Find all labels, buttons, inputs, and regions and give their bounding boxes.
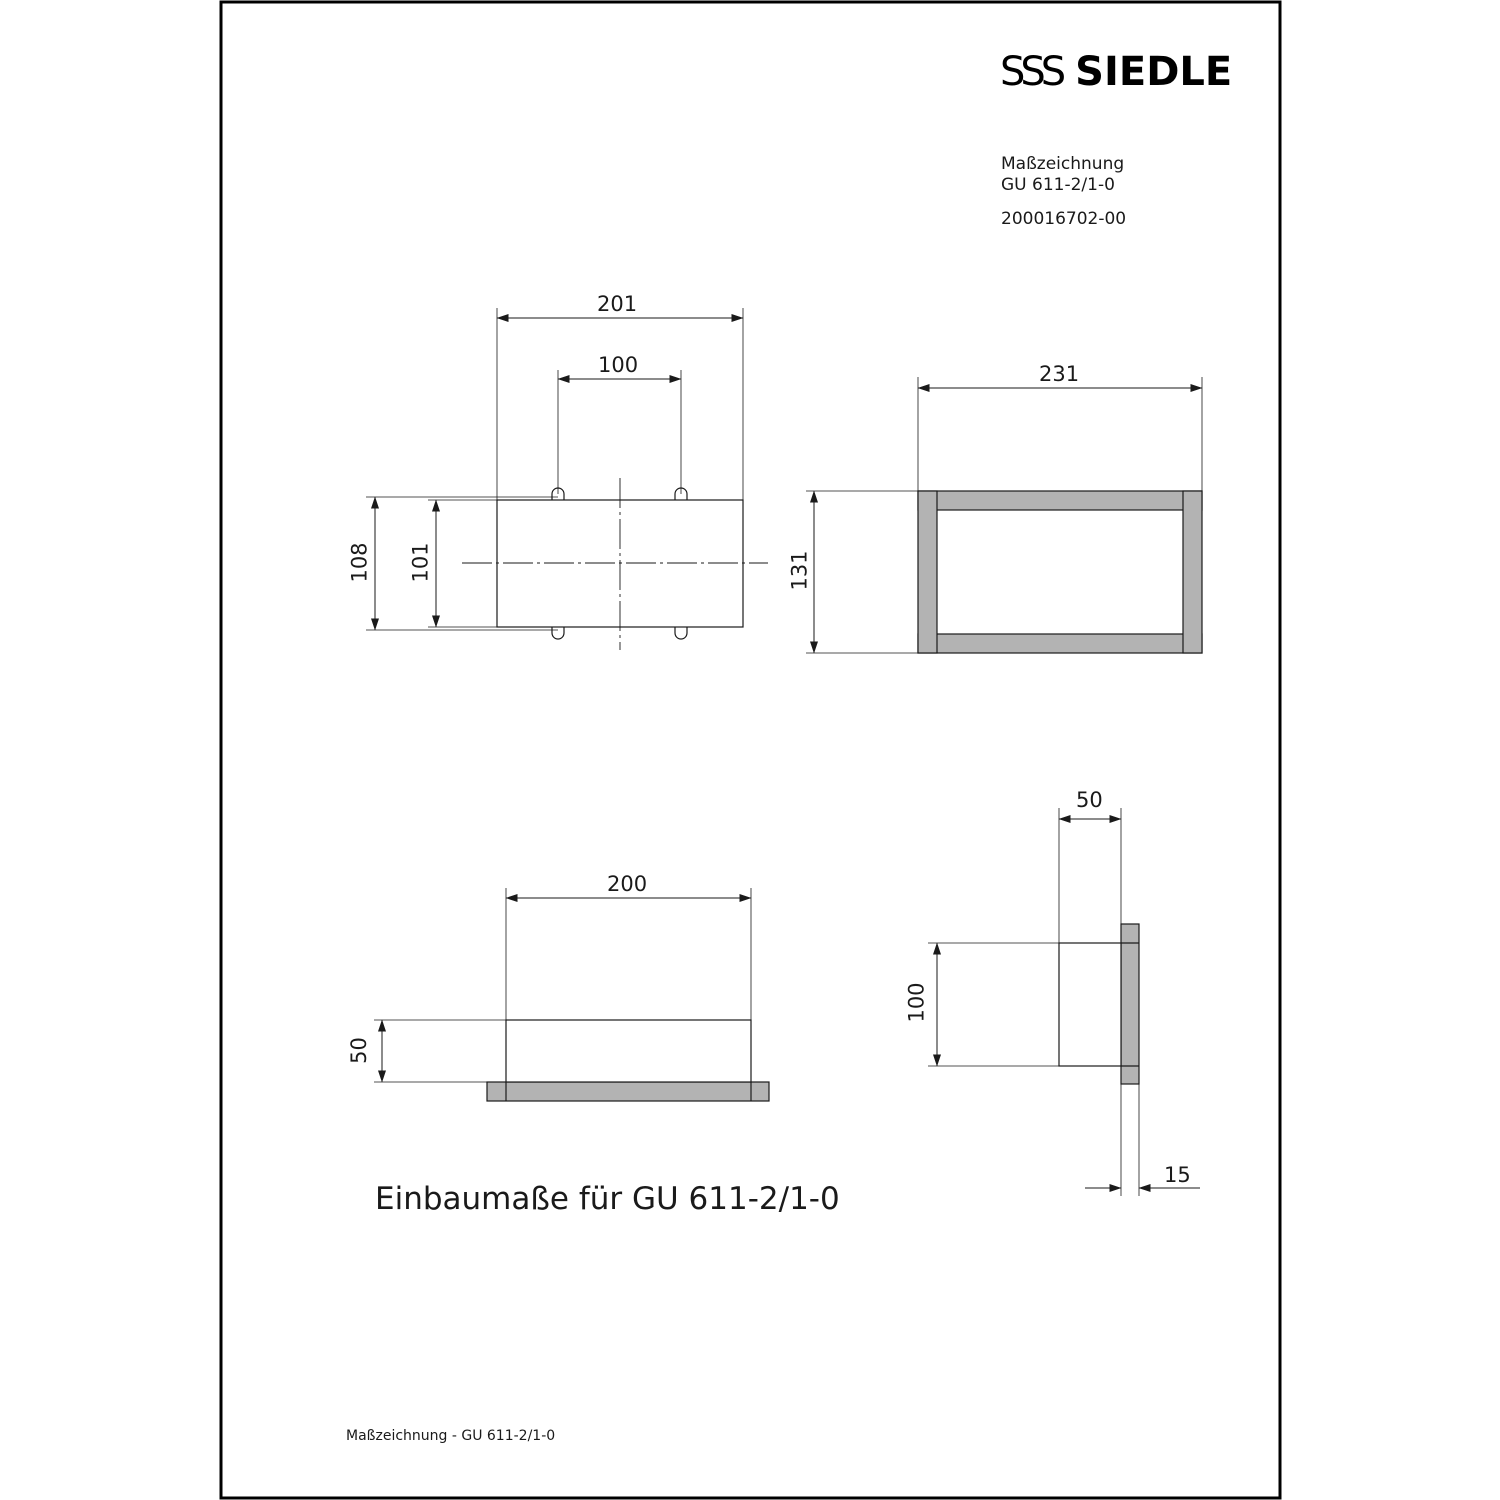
frame-left-bar	[918, 491, 937, 653]
top-view-flange	[487, 1082, 769, 1101]
mounting-slot	[675, 627, 687, 639]
drawing-caption: Einbaumaße für GU 611-2/1-0	[375, 1181, 840, 1217]
drawing-model: GU 611-2/1-0	[1001, 175, 1115, 195]
top-view-box	[506, 1020, 751, 1082]
dim-label-front-height-inner: 101	[408, 542, 433, 583]
side-view-box	[1059, 943, 1121, 1066]
frame-right-bar	[1183, 491, 1202, 653]
side-view-flange	[1121, 924, 1139, 1084]
brand-mark: SSS	[1000, 49, 1062, 95]
frame-top-bar	[918, 491, 1202, 510]
front-view	[366, 308, 768, 650]
dim-label-front-height-outer: 108	[347, 542, 372, 583]
frame-bottom-bar	[918, 634, 1202, 653]
dim-label-frame-height: 131	[787, 550, 812, 591]
brand-name: SIEDLE	[1075, 49, 1233, 95]
dim-label-side-flange: 15	[1164, 1163, 1191, 1187]
brand-logo	[1000, 49, 1233, 95]
page-footer: Maßzeichnung - GU 611-2/1-0	[346, 1428, 556, 1444]
drawing-title: Maßzeichnung	[1001, 154, 1125, 174]
dim-label-hole-spacing: 100	[598, 353, 639, 377]
top-view	[374, 888, 769, 1101]
dim-label-top-depth: 50	[346, 1037, 371, 1064]
dim-label-side-depth: 50	[1076, 788, 1103, 812]
mounting-slot	[552, 627, 564, 639]
dim-label-frame-width: 231	[1039, 362, 1080, 386]
dim-label-top-width: 200	[607, 872, 648, 896]
side-view	[928, 808, 1200, 1196]
drawing-part-number: 200016702-00	[1001, 209, 1127, 229]
dim-label-front-width: 201	[597, 292, 638, 316]
frame-view	[806, 377, 1202, 653]
dim-label-side-height: 100	[904, 982, 929, 1023]
